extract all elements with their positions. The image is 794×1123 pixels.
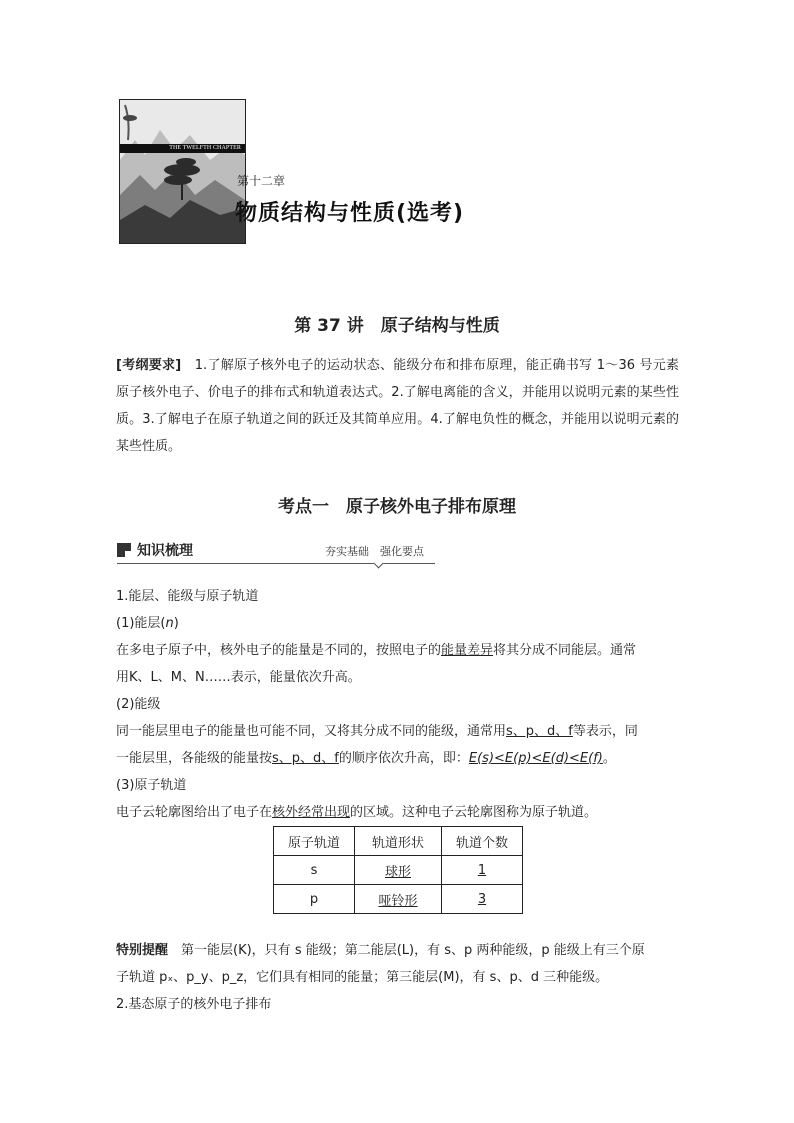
note-label: 特别提醒 <box>116 943 169 958</box>
table-cell: p <box>274 885 355 914</box>
exam-requirements <box>116 352 679 460</box>
text-segment: 同一能层里电子的能量也可能不同，又将其分成不同的能级，通常用 <box>116 724 507 739</box>
table-cell: 哑铃形 <box>355 885 442 914</box>
text-segment: 将其分成不同能层。通常 <box>493 643 637 658</box>
table-row <box>274 885 523 914</box>
table-cell: s <box>274 856 355 885</box>
table-row <box>274 856 523 885</box>
table-header-row <box>274 827 523 856</box>
paragraph-line: 用K、L、M、N……表示，能量依次升高。 <box>116 670 361 685</box>
subheading-shell-var: n <box>165 616 174 631</box>
underlined-answer: s、p、d、f <box>506 724 573 739</box>
underlined-answer: 核外经常出现 <box>272 805 351 820</box>
table-cell: 3 <box>442 885 523 914</box>
table-header: 轨道形状 <box>355 827 442 856</box>
subheading-shell-suffix: ) <box>173 616 179 631</box>
table-header: 轨道个数 <box>442 827 523 856</box>
divider-notch <box>374 559 384 569</box>
text-segment: 等表示，同 <box>572 724 638 739</box>
subheading-sublevel: (2)能级 <box>116 697 161 712</box>
divider <box>117 563 435 564</box>
knowledge-bar <box>117 538 435 564</box>
text-segment: 电子云轮廓图给出了电子在 <box>116 805 273 820</box>
subheading-shell-prefix: (1)能层( <box>116 616 166 631</box>
orbital-table <box>273 826 523 914</box>
note-text: 第一能层(K)，只有 s 能级；第二能层(L)，有 s、p 两种能级，p 能级上有三个原 <box>168 943 645 958</box>
paragraph-line <box>116 801 679 820</box>
underlined-answer: 能量差异 <box>441 643 494 658</box>
special-note-line-2: 子轨道 pₓ、p_y、p_z，它们具有相同的能量；第三能层(M)，有 s、p、d 三种能级。 <box>116 970 609 985</box>
table-header: 原子轨道 <box>274 827 355 856</box>
paragraph-line <box>116 747 679 766</box>
underlined-answer: s、p、d、f <box>272 751 339 766</box>
table-cell: 球形 <box>355 856 442 885</box>
mountain-landscape-icon <box>120 100 245 243</box>
chapter-label: 第十二章 <box>237 174 286 188</box>
requirements-text: 1.了解原子核外电子的运动状态、能级分布和排布原理，能正确书写 1～36 号元素原子核外电子、价电子的排布式和轨道表达式。2.了解电离能的含义，并能用以说明元素的某些性质。3.了解电子在原子轨道之间的跃迁及其简单应用。4.了解电负性的概念，并能用以说明元素的某些性质。 <box>116 358 680 454</box>
text-segment: 的区域。这种电子云轮廓图称为原子轨道。 <box>350 805 598 820</box>
chapter-banner: THE TWELFTH CHAPTER <box>120 144 245 153</box>
subheading-shell <box>116 612 679 631</box>
underlined-equation: E(s)<E(p)<E(d)<E(f) <box>468 751 603 766</box>
text-segment: 的顺序依次升高，即： <box>338 751 469 766</box>
text-segment: 。 <box>602 751 616 766</box>
lecture-title: 第 37 讲 原子结构与性质 <box>294 316 500 336</box>
paragraph-line <box>116 639 679 658</box>
table-cell: 1 <box>442 856 523 885</box>
subheading-orbital: (3)原子轨道 <box>116 778 187 793</box>
special-note-line-1 <box>116 939 679 958</box>
heading-2: 2.基态原子的核外电子排布 <box>116 997 272 1012</box>
paragraph-line <box>116 720 679 739</box>
knowledge-subtitle: 夯实基础 强化要点 <box>325 545 424 558</box>
section-square-icon <box>117 543 131 557</box>
text-segment: 在多电子原子中，核外电子的能量是不同的，按照电子的 <box>116 643 442 658</box>
requirements-tag: [考纲要求] <box>116 358 182 373</box>
knowledge-title: 知识梳理 <box>137 543 193 559</box>
chapter-title: 物质结构与性质(选考) <box>235 201 465 226</box>
chapter-cover-image <box>119 99 246 244</box>
heading-1: 1.能层、能级与原子轨道 <box>116 589 259 604</box>
text-segment: 一能层里，各能级的能量按 <box>116 751 273 766</box>
section-title: 考点一 原子核外电子排布原理 <box>278 497 516 517</box>
